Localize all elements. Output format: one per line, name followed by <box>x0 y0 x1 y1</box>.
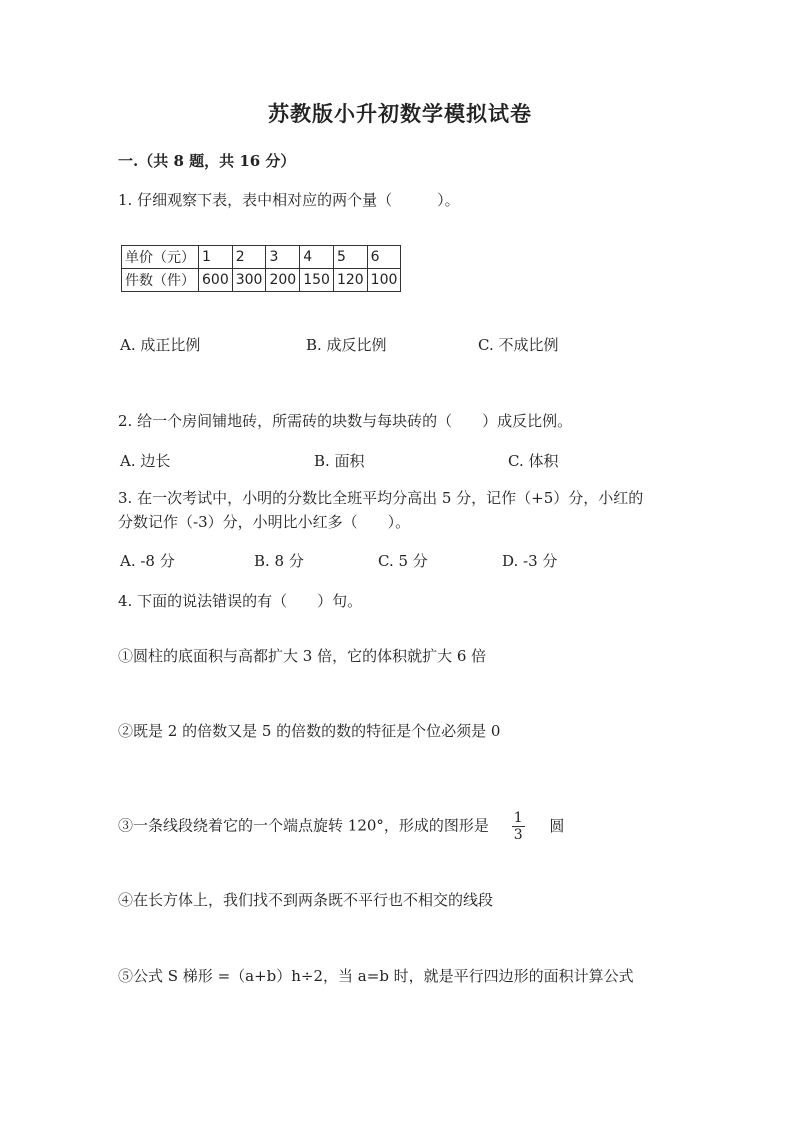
question-1-text: 1. 仔细观察下表，表中相对应的两个量（ ）。 <box>118 191 460 209</box>
fraction-denominator: 3 <box>513 827 523 843</box>
q2-option-c: C. 体积 <box>508 452 559 470</box>
statement-3-suffix: 圆 <box>549 816 565 835</box>
table-row <box>122 246 401 269</box>
statement-4: ④在长方体上，我们找不到两条既不平行也不相交的线段 <box>118 891 494 909</box>
q1-option-a: A. 成正比例 <box>120 336 201 354</box>
table-cell: 5 <box>333 246 367 269</box>
statement-3-text: ③一条线段绕着它的一个端点旋转 120°，形成的图形是 <box>118 816 489 835</box>
statement-3 <box>118 810 564 843</box>
question-2-text: 2. 给一个房间铺地砖，所需砖的块数与每块砖的（ ）成反比例。 <box>118 412 573 430</box>
q3-option-c: C. 5 分 <box>378 552 428 570</box>
question-3-line-2: 分数记作（-3）分，小明比小红多（ ）。 <box>118 513 411 531</box>
question-3-line-1: 3. 在一次考试中，小明的分数比全班平均分高出 5 分，记作（+5）分，小红的 <box>118 489 644 507</box>
table-cell: 1 <box>199 246 233 269</box>
q2-option-a: A. 边长 <box>120 452 171 470</box>
q3-option-a: A. -8 分 <box>120 552 175 570</box>
q3-option-b: B. 8 分 <box>254 552 304 570</box>
page-title: 苏教版小升初数学模拟试卷 <box>268 101 532 126</box>
price-quantity-table <box>121 245 401 292</box>
fraction-one-third <box>512 810 525 843</box>
table-row <box>122 269 401 292</box>
q1-option-b: B. 成反比例 <box>306 336 387 354</box>
table-cell: 150 <box>300 269 334 292</box>
fraction-numerator: 1 <box>513 810 523 826</box>
table-cell: 600 <box>199 269 233 292</box>
table-cell: 6 <box>367 246 401 269</box>
statement-1: ①圆柱的底面积与高都扩大 3 倍，它的体积就扩大 6 倍 <box>118 647 487 665</box>
table-cell: 200 <box>266 269 300 292</box>
table-cell: 3 <box>266 246 300 269</box>
section-heading: 一.（共 8 题，共 16 分） <box>118 152 296 170</box>
table-cell: 100 <box>367 269 401 292</box>
table-cell: 300 <box>232 269 266 292</box>
question-4-text: 4. 下面的说法错误的有（ ）句。 <box>118 592 363 610</box>
table-cell: 120 <box>333 269 367 292</box>
q3-option-d: D. -3 分 <box>502 552 558 570</box>
table-cell: 件数（件） <box>122 269 199 292</box>
q1-option-c: C. 不成比例 <box>478 336 559 354</box>
q2-option-b: B. 面积 <box>314 452 365 470</box>
table-cell: 单价（元） <box>122 246 199 269</box>
table-cell: 4 <box>300 246 334 269</box>
table-cell: 2 <box>232 246 266 269</box>
statement-5: ⑤公式 S 梯形 =（a+b）h÷2，当 a=b 时，就是平行四边形的面积计算公式 <box>118 967 634 985</box>
statement-2: ②既是 2 的倍数又是 5 的倍数的数的特征是个位必须是 0 <box>118 722 501 740</box>
